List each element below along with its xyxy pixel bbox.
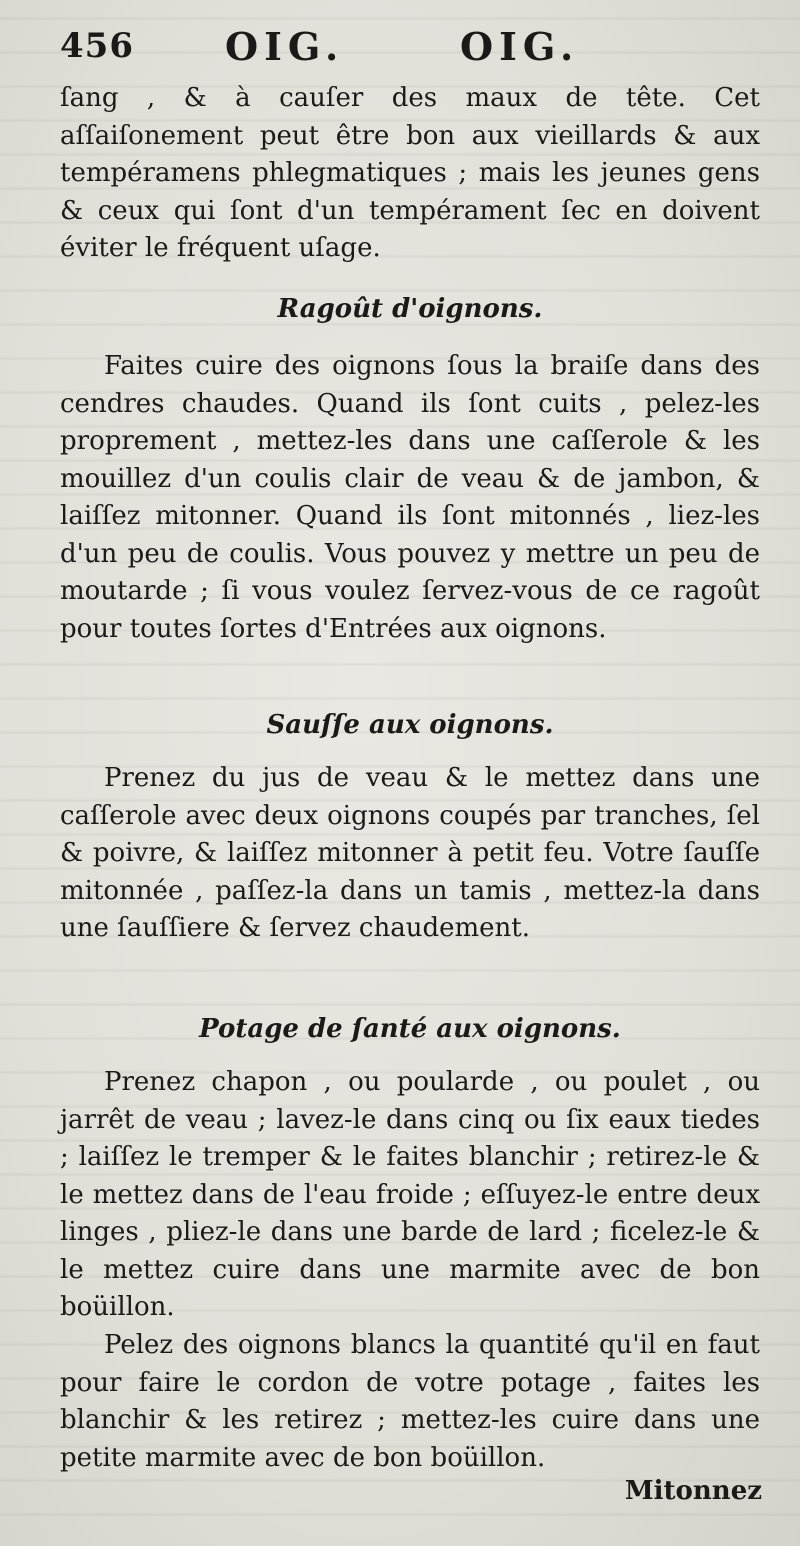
catchword: Mitonnez xyxy=(624,1476,762,1506)
paragraph-potage-2: Pelez des oignons blancs la quantité qu'il en faut pour faire le cordon de votre potage , faites les blanchir & les retirez ; mettez-les cuire dans une petite marmite avec de bon boüillon. xyxy=(60,1330,760,1473)
paragraph-sauce: Prenez du jus de veau & le mettez dans une caſſerole avec deux oignons coupés par tranches, ſel & poivre, & laiſſez mitonner à petit feu. Votre ſauſſe mitonnée , paſſez-la dans un tamis , mettez-la dans une ſauſſiere & ſervez chaudement. xyxy=(60,763,760,943)
continuation-paragraph: ſang , & à cauſer des maux de tête. Cet aſſaiſonement peut être bon aux vieillards & aux tempéramens phlegmatiques ; mais les jeunes gens & ceux qui ſont d'un tempérament ſec en doivent éviter le fréquent uſage. xyxy=(60,83,760,263)
running-head-right: OIG. xyxy=(460,24,580,69)
page-number: 456 xyxy=(60,26,134,66)
paragraph-ragout: Faites cuire des oignons ſous la braiſe dans des cendres chaudes. Quand ils ſont cuits , pelez-les proprement , mettez-les dans une caſſerole & les mouillez d'un coulis clair de veau & de jambon, & laiſſez mitonner. Quand ils ſont mitonnés , liez-les d'un peu de coulis. Vous pouvez y mettre un peu de moutarde ; ſi vous voulez ſervez-vous de ce ragoût pour toutes ſortes d'Entrées aux oignons. xyxy=(60,351,760,644)
page-header xyxy=(60,22,760,70)
section-title-sauce: Sauſſe aux oignons. xyxy=(266,710,554,740)
paragraph-potage-1: Prenez chapon , ou poularde , ou poulet , ou jarrêt de veau ; lavez-le dans cinq ou ſix eaux tiedes ; laiſſez le tremper & le faites blanchir ; retirez-le & le mettez dans de l'eau froide ; eſſuyez-le entre deux linges , pliez-le dans une barde de lard ; ficelez-le & le mettez cuire dans une marmite avec de bon boüillon. xyxy=(60,1067,760,1322)
section-title-potage: Potage de ſanté aux oignons. xyxy=(199,1014,621,1044)
section-title-ragout: Ragoût d'oignons. xyxy=(277,294,543,324)
running-head-left: OIG. xyxy=(225,24,345,69)
